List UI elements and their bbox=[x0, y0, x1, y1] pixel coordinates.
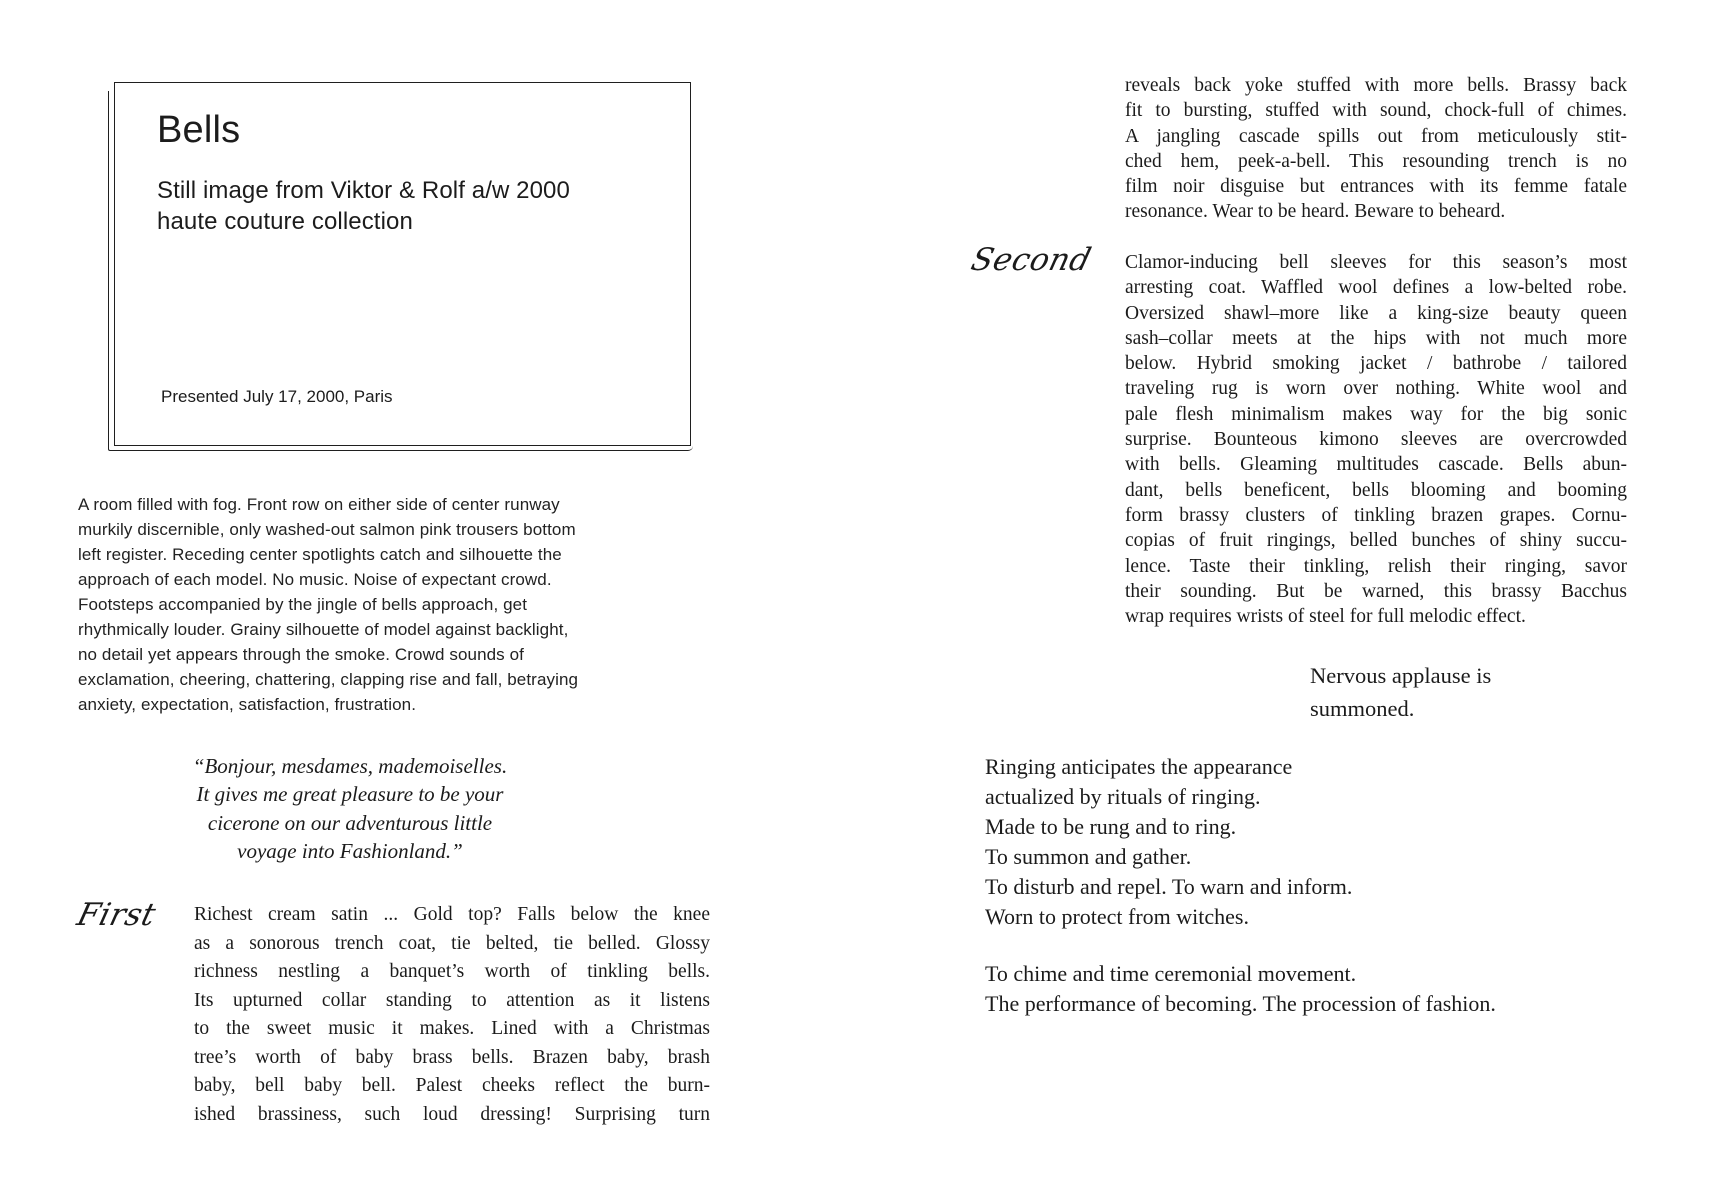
intro-paragraph: A room filled with fog. Front row on either side of center runway murkily discernible, only washed-out salmon pink trousers bottom left register. Receding center spotlights catch and silhouette the approach of each model. No music. Noise of expectant crowd. Footsteps accompanied by the jingle of bells approach, get rhythmically louder. Grainy silhouette of model against backlight, no detail yet appears through the smoke. Crowd sounds of exclamation, cheering, chattering, clapping rise and fall, betraying anxiety, expectation, satisfaction, frustration. bbox=[78, 495, 579, 714]
first-paragraph: Richest cream satin ... Gold top? Falls below the knee as a sonorous trench coat, tie belted, tie belled. Glossy richness nestling a banquet’s worth of tinkling bells. Its upturned collar standing to attention as it listens to the sweet music it makes. Lined with a Christmas tree’s worth of baby brass bells. Brazen baby, brash baby, bell baby bell. Palest cheeks reflect the burn- ished brassiness, such loud dressing! Surprising turn bbox=[194, 904, 710, 1125]
artwork-card bbox=[114, 82, 691, 446]
litany: Ringing anticipates the appearance actualized by rituals of ringing. Made to be rung and to ring. To summon and gather. To disturb and repel. To warn and inform. Worn to protect from witches. bbox=[985, 754, 1353, 929]
card-subtitle: Still image from Viktor & Rolf a/w 2000 haute couture collection bbox=[157, 177, 570, 235]
card-caption: Presented July 17, 2000, Paris bbox=[161, 387, 393, 406]
litany-closing: To chime and time ceremonial movement. The performance of becoming. The procession of fashion. bbox=[985, 961, 1496, 1016]
aside-note: Nervous applause is summoned. bbox=[1310, 663, 1492, 721]
continuation-paragraph: reveals back yoke stuffed with more bells. Brassy back fit to bursting, stuffed with sound, chock-full of chimes. A jangling cascade spills out from meticulously stit- ched hem, peek-a-bell. This resounding trench is no film noir disguise but entrances with its femme fatale resonance. Wear to be heard. Beware to beheard. bbox=[1125, 75, 1627, 223]
pull-quote: “Bonjour, mesdames, mademoiselles. It gives me great pleasure to be your cicerone on our adventurous little voyage into Fashionland.” bbox=[192, 754, 508, 863]
second-paragraph: Clamor-inducing bell sleeves for this season’s most arresting coat. Waffled wool defines a low-belted robe. Oversized shawl–more like a king-size beauty queen sash–collar meets at the hips with not much more below. Hybrid smoking jacket / bathrobe / tailored traveling rug is worn over nothing. White wool and pale flesh minimalism makes way for the big sonic surprise. Bounteous kimono sleeves are overcrowded with bells. Gleaming multitudes cascade. Bells abun- dant, bells beneficent, bells blooming and booming form brassy clusters of tinkling brazen grapes. Cornu- copias of fruit ringings, belled bunches of shiny succu- lence. Taste their tinkling, relish their ringing, savor their sounding. But be warned, this brassy Bacchus wrap requires wrists of steel for full melodic effect. bbox=[1125, 252, 1627, 628]
section-label-first: First bbox=[73, 897, 160, 933]
card-title: Bells bbox=[157, 109, 241, 151]
section-label-second: Second bbox=[967, 242, 1095, 278]
